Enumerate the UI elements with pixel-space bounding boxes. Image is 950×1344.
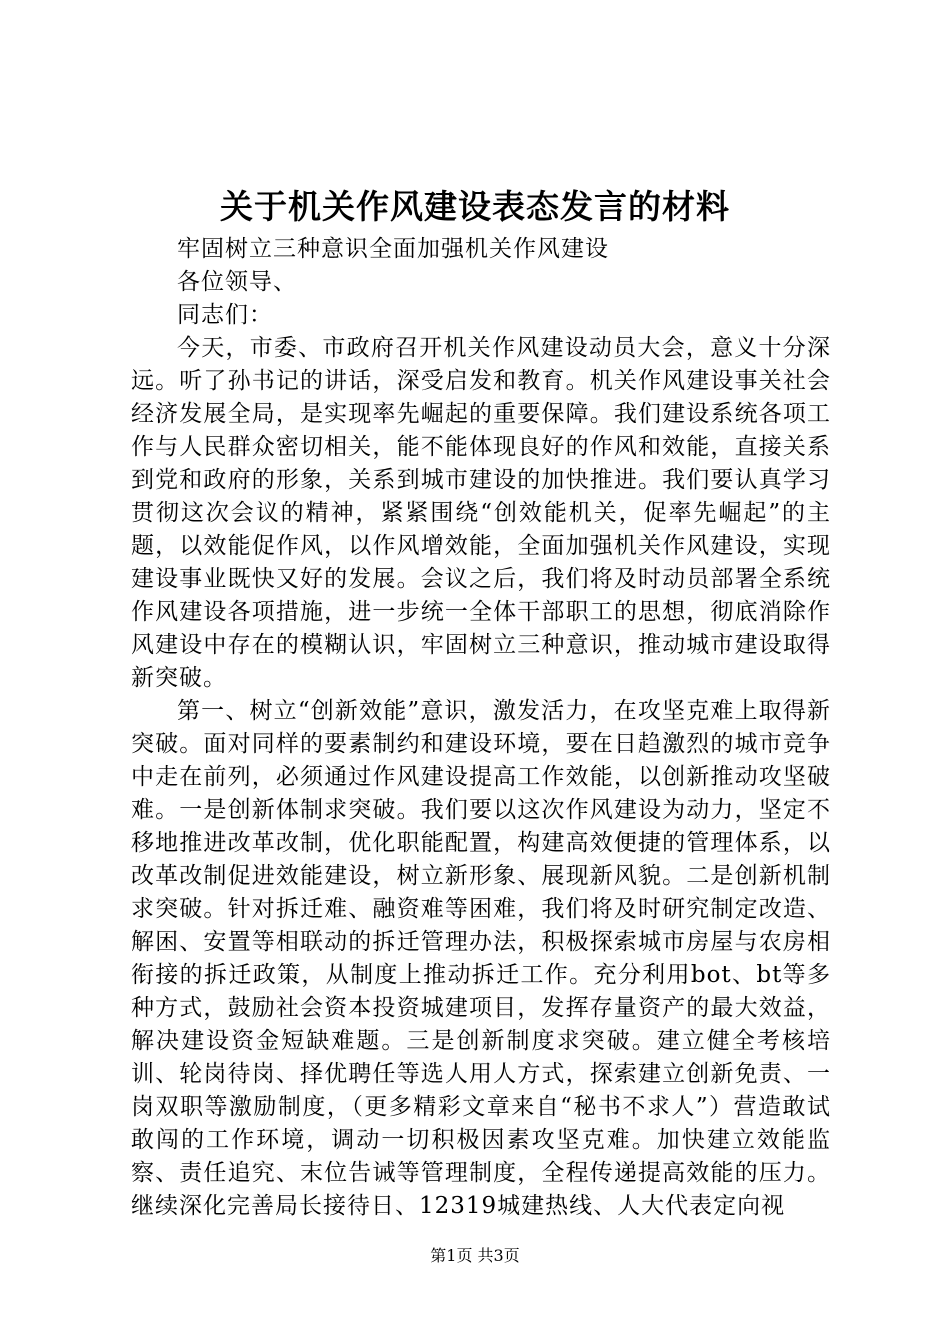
salutation-comrades: 同志们： <box>177 302 273 328</box>
document-title: 关于机关作风建设表态发言的材料 <box>220 187 730 226</box>
document-subtitle: 牢固树立三种意识全面加强机关作风建设 <box>177 236 609 262</box>
body-paragraph: 第一、树立“创新效能”意识，激发活力，在攻坚克难上取得新突破。面对同样的要素制约和建设环境，要在日趋激烈的城市竞争中走在前列，必须通过作风建设提高工作效能，以创新推动攻坚破难。一是创新体制求突破。我们要以这次作风建设为动力，坚定不移地推进改革改制，优化职能配置，构建高效便捷的管理体系，以改革改制促进效能建设，树立新形象、展现新风貌。二是创新机制求突破。针对拆迁难、融资难等困难，我们将及时研究制定改造、解困、安置等相联动的拆迁管理办法，积极探索城市房屋与农房相衔接的拆迁政策，从制度上推动拆迁工作。充分利用bot、bt等多种方式，鼓励社会资本投资城建项目，发挥存量资产的最大效益，解决建设资金短缺难题。三是创新制度求突破。建立健全考核培训、轮岗待岗、择优聘任等选人用人方式，探索建立创新免责、一岗双职等激励制度，（更多精彩文章来自“秘书不求人”）营造敢试敢闯的工作环境，调动一切积极因素攻坚克难。加快建立效能监察、责任追究、末位告诫等管理制度，全程传递提高效能的压力。继续深化完善局长接待日、12319城建热线、人大代表定向视 <box>131 698 831 1219</box>
page-number: 第1页 共3页 <box>430 1246 520 1265</box>
document-body <box>131 233 831 1223</box>
salutation-leaders: 各位领导、 <box>177 269 297 295</box>
body-paragraph: 今天，市委、市政府召开机关作风建设动员大会，意义十分深远。听了孙书记的讲话，深受启发和教育。机关作风建设事关社会经济发展全局，是实现率先崛起的重要保障。我们建设系统各项工作与人民群众密切相关，能不能体现良好的作风和效能，直接关系到党和政府的形象，关系到城市建设的加快推进。我们要认真学习贯彻这次会议的精神，紧紧围绕“创效能机关，促率先崛起”的主题，以效能促作风，以作风增效能，全面加强机关作风建设，实现建设事业既快又好的发展。会议之后，我们将及时动员部署全系统作风建设各项措施，进一步统一全体干部职工的思想，彻底消除作风建设中存在的模糊认识，牢固树立三种意识，推动城市建设取得新突破。 <box>131 335 831 691</box>
